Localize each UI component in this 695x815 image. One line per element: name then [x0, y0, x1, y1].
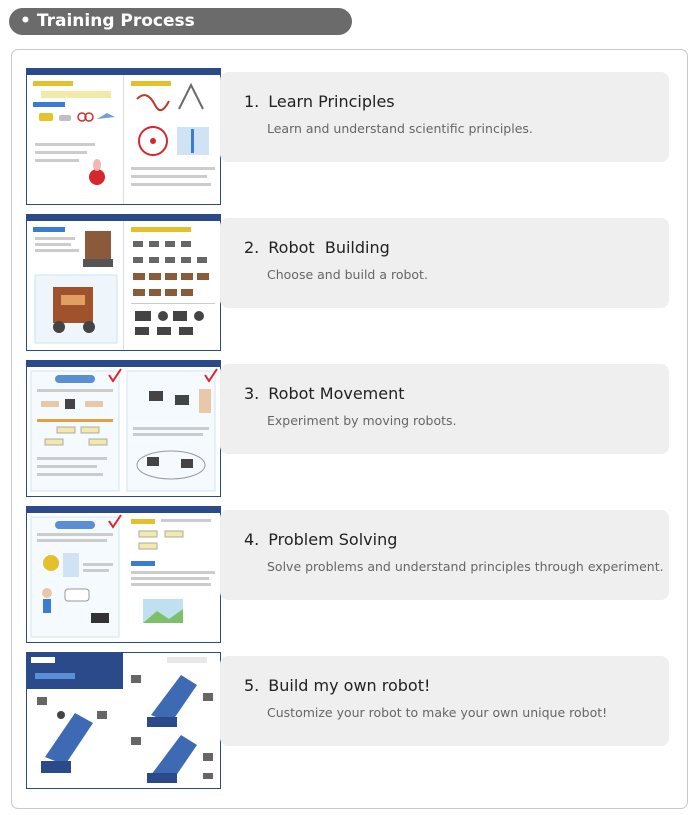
step-title-text: Build my own robot! [268, 676, 431, 695]
step-description: Learn and understand scientific principles. [267, 121, 533, 136]
step-4-thumbnail [26, 506, 221, 643]
step-3-thumbnail [26, 360, 221, 497]
step-description: Customize your robot to make your own unique robot! [267, 705, 608, 720]
step-description: Choose and build a robot. [267, 267, 428, 282]
step-number: 1. [244, 92, 260, 111]
step-number: 3. [244, 384, 260, 403]
step-robot-building [12, 196, 689, 333]
step-title [244, 676, 430, 695]
step-number: 5. [244, 676, 260, 695]
step-title [244, 384, 405, 403]
step-title-text: Problem Solving [268, 530, 398, 549]
step-title-text: Robot Movement [268, 384, 405, 403]
step-5-thumbnail [26, 652, 221, 789]
step-card [220, 218, 669, 308]
header-bullet: • [20, 11, 31, 31]
step-number: 2. [244, 238, 260, 257]
step-title-text: Learn Principles [268, 92, 395, 111]
step-1-thumbnail [26, 68, 221, 205]
step-title [244, 92, 395, 111]
step-build-own-robot [12, 634, 689, 771]
step-title [244, 530, 397, 549]
step-problem-solving [12, 488, 689, 625]
step-robot-movement [12, 342, 689, 479]
step-card [220, 656, 669, 746]
step-card [220, 72, 669, 162]
step-title-text: Robot Building [268, 238, 390, 257]
step-learn-principles [12, 50, 689, 187]
step-2-thumbnail [26, 214, 221, 351]
step-description: Experiment by moving robots. [267, 413, 457, 428]
section-title: Training Process [36, 11, 195, 31]
section-header [9, 8, 352, 35]
training-process-panel [11, 49, 688, 809]
step-title [244, 238, 390, 257]
step-card [220, 510, 669, 600]
step-number: 4. [244, 530, 260, 549]
step-description: Solve problems and understand principles through experiment. [267, 559, 664, 574]
step-card [220, 364, 669, 454]
